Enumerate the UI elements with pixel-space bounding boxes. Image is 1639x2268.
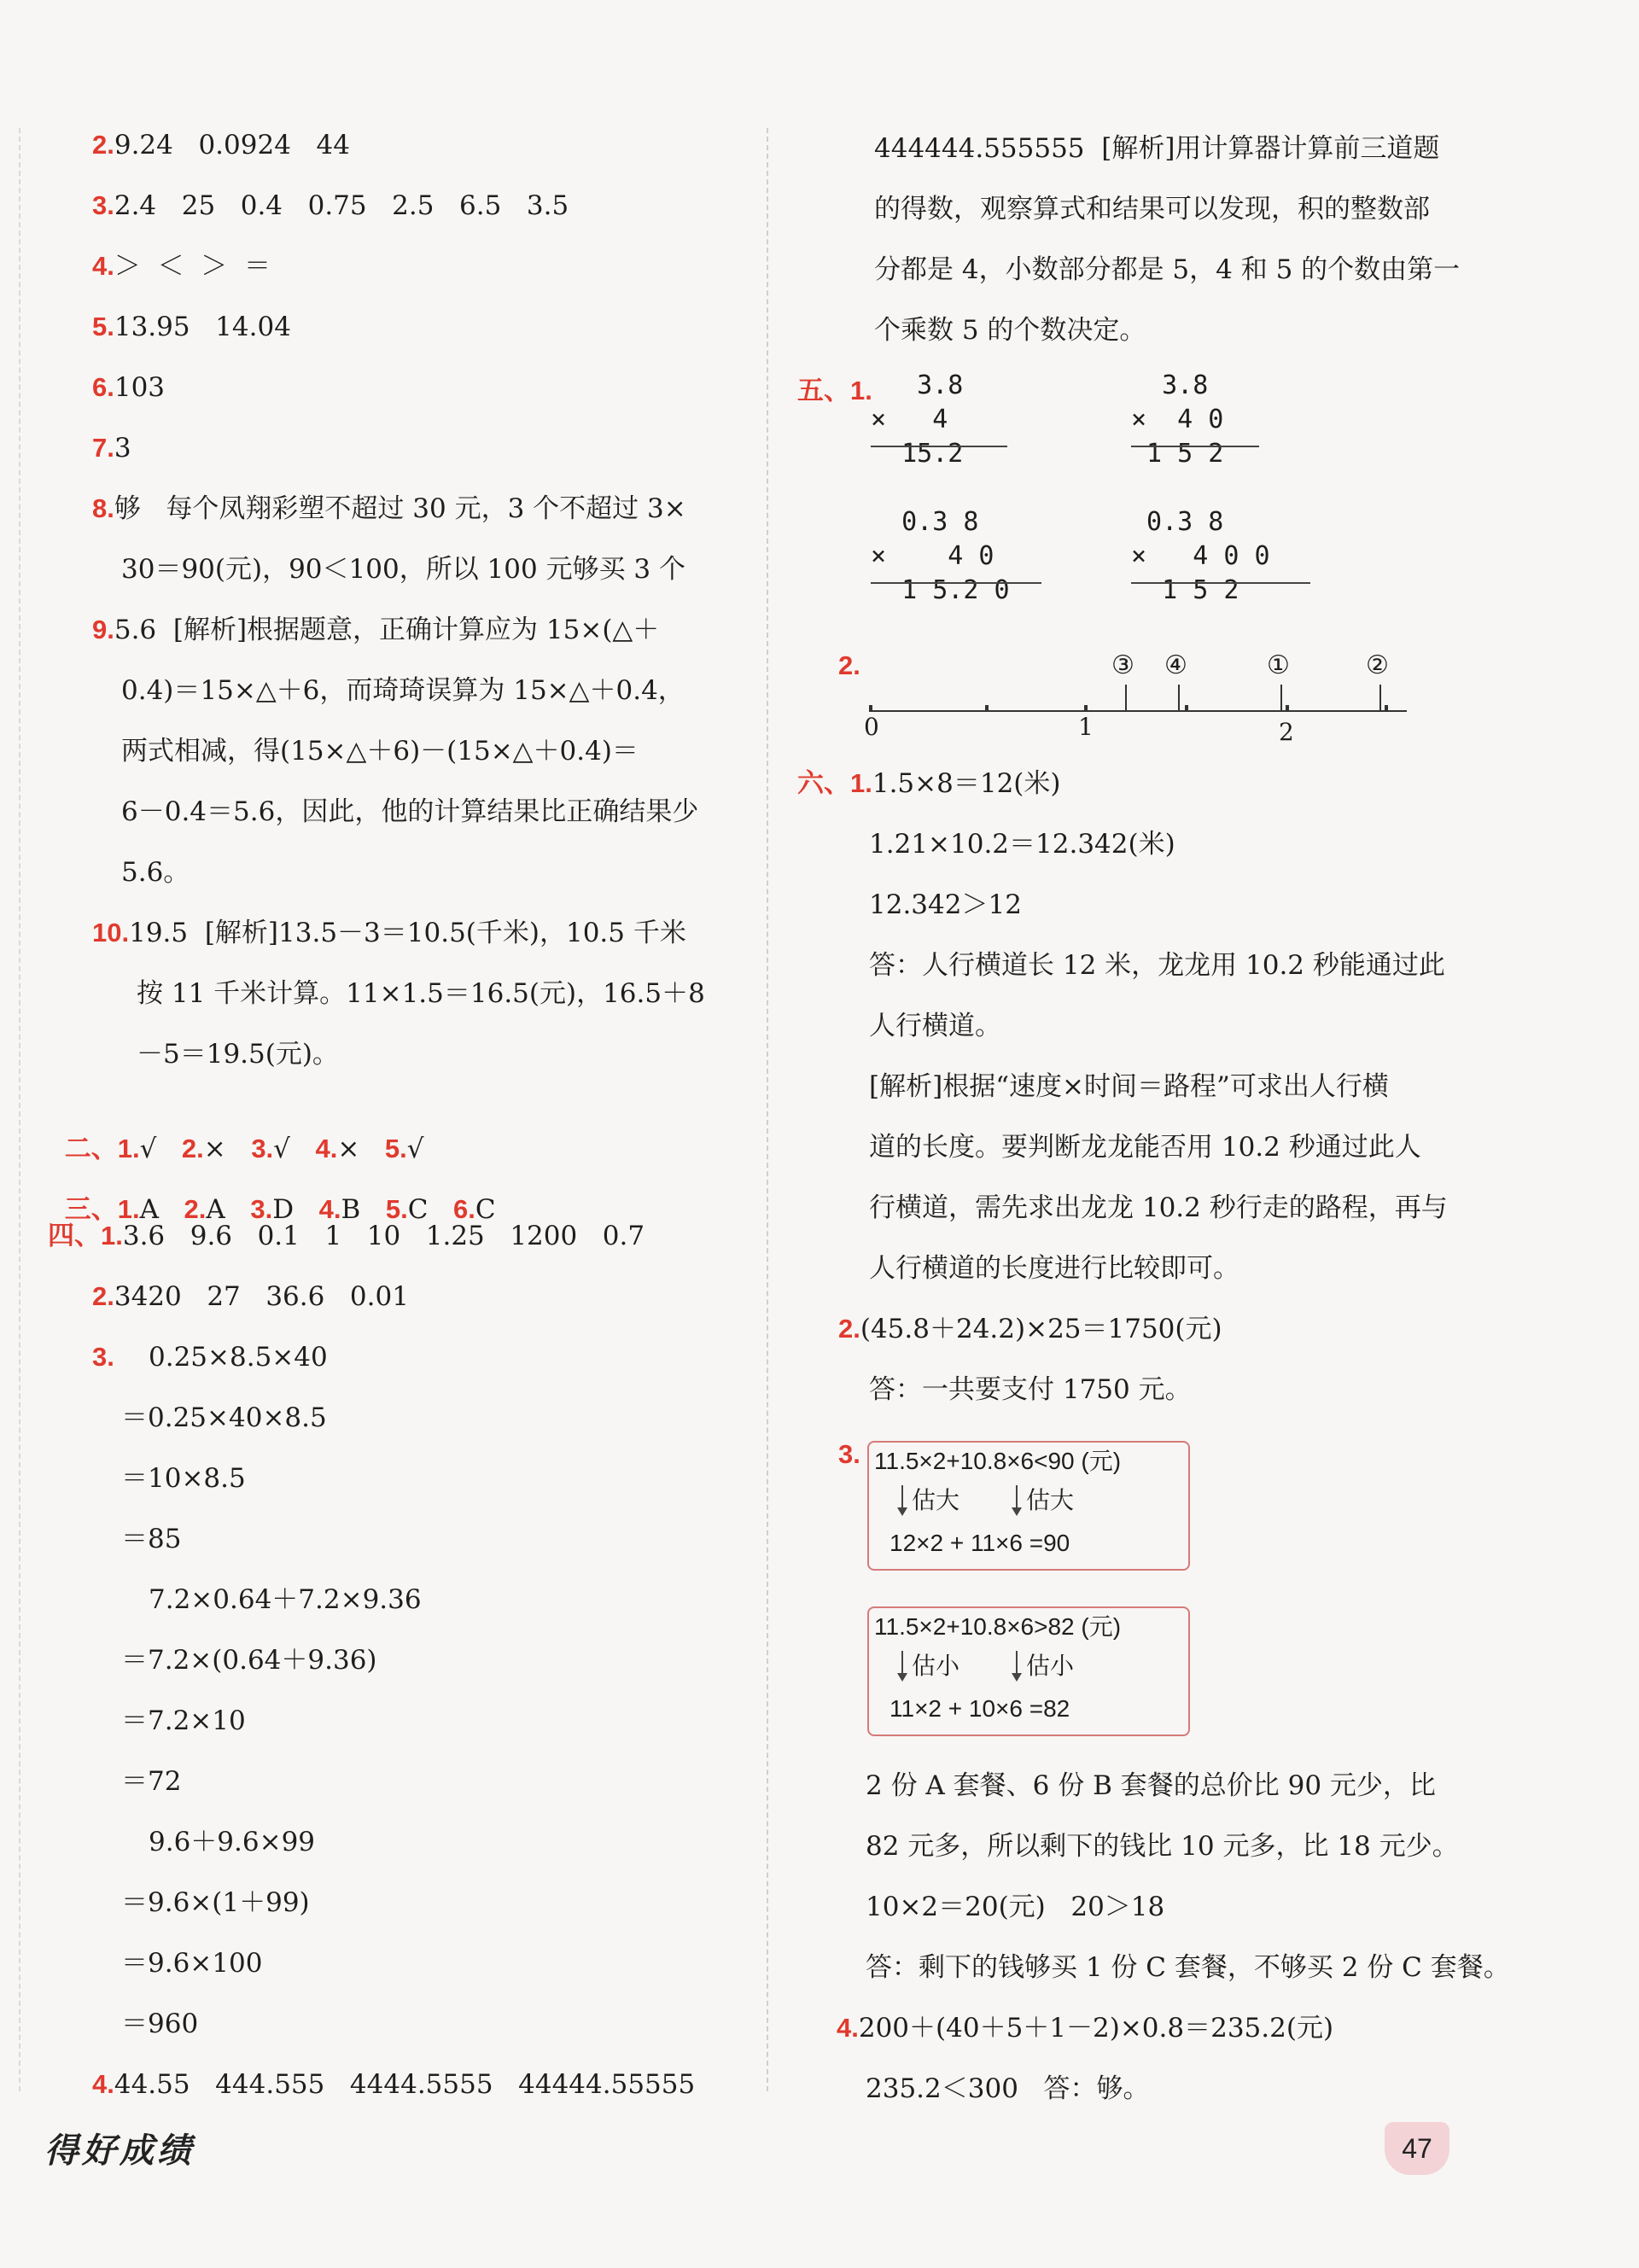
answer-2: 2.9.24 0.0924 44 <box>92 130 350 160</box>
right-text: 行横道，需先求出龙龙 10.2 秒行走的路程，再与 <box>869 1192 1448 1223</box>
tick-label: 0 <box>864 713 879 741</box>
point-label: ② <box>1366 650 1389 680</box>
answer-10: 10.19.5 [解析]13.5－3＝10.5(千米)，10.5 千米 <box>92 918 686 948</box>
tick-mark <box>1286 705 1289 710</box>
point-label: ③ <box>1111 650 1134 680</box>
brand-logo: 得好成绩 <box>44 2131 195 2171</box>
multiplication-4: 0.3 8 × 4 0 0 1 5 2 <box>1131 507 1270 605</box>
answer-4: 4.＞ ＜ ＞ ＝ <box>92 251 271 282</box>
section-4-q2: 2.3420 27 36.6 0.01 <box>92 1281 409 1312</box>
calc-line: ＝7.2×(0.64＋9.36) <box>121 1645 377 1676</box>
multiplication-2: 3.8 × 4 0 1 5 2 <box>1131 370 1224 469</box>
right-text: 个乘数 5 的个数决定。 <box>874 315 1146 346</box>
section-6-q1: 六、1.1.5×8＝12(米) <box>797 768 1061 799</box>
right-text: 答：人行横道长 12 米，龙龙用 10.2 秒能通过此 <box>869 950 1445 981</box>
calc-line: 9.6＋9.6×99 <box>149 1827 316 1857</box>
right-text: 分都是 4，小数部分都是 5，4 和 5 的个数由第一 <box>874 254 1461 285</box>
section-6-q2: 2.(45.8＋24.2)×25＝1750(元) <box>838 1314 1222 1344</box>
section-6-q3-num: 3. <box>838 1439 860 1469</box>
calc-line: ＝9.6×(1＋99) <box>121 1887 310 1918</box>
tick-label: 2 <box>1279 718 1294 746</box>
answer-9-line4: 6－0.4＝5.6，因此，他的计算结果比正确结果少 <box>121 796 699 827</box>
box-note: 估大 <box>1026 1487 1075 1513</box>
answer-9-line5: 5.6。 <box>121 857 190 888</box>
section-5-label: 五、1. <box>797 376 872 406</box>
right-text: 的得数，观察算式和结果可以发现，积的整数部 <box>874 194 1430 224</box>
right-text: 10×2＝20(元) 20＞18 <box>866 1892 1165 1922</box>
right-text: 道的长度。要判断龙龙能否用 10.2 秒通过此人 <box>869 1132 1421 1163</box>
calc-line: ＝9.6×100 <box>121 1948 263 1979</box>
box-line: 11.5×2+10.8×6>82 (元) <box>874 1613 1122 1640</box>
box-note: 估大 <box>912 1487 960 1513</box>
answer-7: 7.3 <box>92 433 131 464</box>
answer-6: 6.103 <box>92 372 166 403</box>
answer-5: 5.13.95 14.04 <box>92 312 291 342</box>
point-label: ④ <box>1164 650 1187 680</box>
calc-line: ＝7.2×10 <box>121 1705 246 1736</box>
tick-mark <box>1385 705 1388 710</box>
section-5-q2-num: 2. <box>838 650 860 680</box>
right-text: [解析]根据“速度×时间＝路程”可求出人行横 <box>869 1071 1389 1102</box>
right-text: 人行横道。 <box>869 1011 1001 1041</box>
right-text: 人行横道的长度进行比较即可。 <box>869 1253 1239 1284</box>
column-divider <box>767 128 768 2091</box>
multiplication-3: 0.3 8 × 4 0 1 5.2 0 <box>871 507 1010 605</box>
arrow-icon <box>901 1485 903 1514</box>
right-text: 2 份 A 套餐、6 份 B 套餐的总价比 90 元少，比 <box>866 1770 1436 1801</box>
tick-label: 1 <box>1078 713 1094 741</box>
mult-rule <box>871 446 1007 447</box>
calc-line: ＝72 <box>121 1766 182 1797</box>
left-margin-line <box>19 128 20 2091</box>
answer-3: 3.2.4 25 0.4 0.75 2.5 6.5 3.5 <box>92 190 569 221</box>
tick-mark <box>1185 705 1188 710</box>
mult-rule <box>871 582 1041 584</box>
calc-line: ＝10×8.5 <box>121 1463 246 1494</box>
calc-line: ＝960 <box>121 2009 199 2039</box>
box-note: 估小 <box>912 1653 960 1679</box>
mult-rule <box>1131 446 1259 447</box>
answer-10-line3: －5＝19.5(元)。 <box>137 1039 339 1070</box>
tick-mark <box>985 705 989 710</box>
box-line: 11.5×2+10.8×6<90 (元) <box>874 1448 1122 1474</box>
answer-9-line3: 两式相减，得(15×△＋6)－(15×△＋0.4)＝ <box>121 736 639 767</box>
point-label: ① <box>1267 650 1290 680</box>
arrow-icon <box>901 1651 903 1680</box>
right-text: 1.21×10.2＝12.342(米) <box>869 829 1175 860</box>
answer-9-line2: 0.4)＝15×△＋6，而琦琦误算为 15×△＋0.4， <box>121 675 685 706</box>
calc-line: 0.25×8.5×40 <box>149 1342 328 1373</box>
right-text: 444444.555555 [解析]用计算器计算前三道题 <box>874 133 1440 164</box>
section-4-q3-num: 3. <box>92 1342 114 1372</box>
calc-line: 7.2×0.64＋7.2×9.36 <box>149 1584 422 1615</box>
answer-9: 9.5.6 [解析]根据题意，正确计算应为 15×(△＋ <box>92 615 660 645</box>
right-text: 82 元多，所以剩下的钱比 10 元多，比 18 元少。 <box>866 1831 1459 1862</box>
section-4-q4: 4.44.55 444.555 4444.5555 44444.55555 <box>92 2069 696 2100</box>
box-line: 11×2 + 10×6 =82 <box>889 1695 1070 1722</box>
section-3-answers: 三、1.A 2.A 3.D 4.B 5.C 6.C <box>64 1194 496 1225</box>
right-text: 答：一共要支付 1750 元。 <box>869 1374 1192 1405</box>
mult-rule <box>1131 582 1310 584</box>
section-2-answers: 二、1.√ 2.× 3.√ 4.× 5.√ <box>64 1134 424 1164</box>
right-text: 答：剩下的钱够买 1 份 C 套餐，不够买 2 份 C 套餐。 <box>866 1952 1510 1983</box>
arrow-icon <box>1016 1485 1018 1514</box>
right-text: 12.342＞12 <box>869 889 1022 920</box>
page-number: 47 <box>1385 2122 1449 2175</box>
estimate-box-2 <box>867 1606 1190 1736</box>
arrow-icon <box>1016 1651 1018 1680</box>
multiplication-1: 3.8 × 4 15.2 <box>871 370 964 469</box>
box-note: 估小 <box>1026 1653 1075 1679</box>
answer-8: 8.够 每个凤翔彩塑不超过 30 元，3 个不超过 3× <box>92 493 686 524</box>
right-text: 235.2＜300 答：够。 <box>866 2073 1150 2104</box>
section-6-q4: 4.200＋(40＋5＋1－2)×0.8＝235.2(元) <box>837 2013 1334 2044</box>
calc-line: ＝0.25×40×8.5 <box>121 1402 327 1433</box>
answer-8-cont: 30＝90(元)，90＜100，所以 100 元够买 3 个 <box>121 554 686 585</box>
number-line <box>864 650 1415 746</box>
answer-10-line2: 按 11 千米计算。11×1.5＝16.5(元)，16.5＋8 <box>137 978 705 1009</box>
calc-line: ＝85 <box>121 1524 182 1554</box>
section-4-q1: 四、1.3.6 9.6 0.1 1 10 1.25 1200 0.7 <box>48 1221 645 1251</box>
box-line: 12×2 + 11×6 =90 <box>889 1530 1070 1556</box>
estimate-box-1 <box>867 1441 1190 1571</box>
